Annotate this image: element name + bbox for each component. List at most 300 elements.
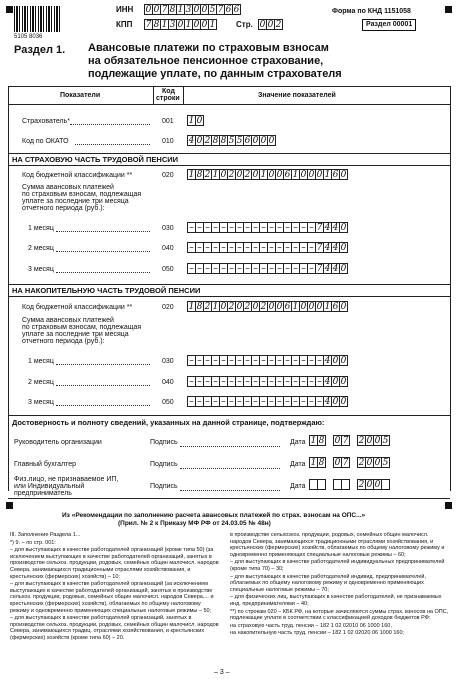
entry-cell: – — [259, 355, 268, 366]
confirm-row-1-month — [333, 435, 349, 446]
entry-cell: – — [275, 355, 284, 366]
entry-cell: – — [211, 242, 220, 253]
entry-cell: 0 — [252, 170, 259, 180]
notes-left — [10, 532, 220, 664]
entry-cell: 1 — [209, 20, 216, 30]
entry-cell: 2 — [275, 20, 282, 30]
entry-cell: 8 — [318, 458, 325, 468]
source-line-2: (Прил. № 2 к Приказу МФ РФ от 24.03.05 № 48н) — [118, 520, 271, 527]
entry-cell: – — [235, 376, 244, 387]
entry-cell: 0 — [268, 170, 275, 180]
entry-cell: – — [235, 396, 244, 407]
funded-desc-2: по страховым взносам, подлежащая — [22, 324, 142, 331]
entry-cell: 1 — [324, 170, 331, 180]
entry-cell: – — [219, 222, 228, 233]
date-label: Дата — [290, 439, 306, 446]
entry-cell: 4 — [332, 223, 339, 233]
entry-cell: – — [283, 263, 292, 274]
entry-cell: 0 — [220, 302, 227, 312]
insurance-month-3-code: 050 — [162, 266, 174, 273]
section-title-2: на обязательное пенсионное страхование, — [88, 55, 324, 67]
entry-cell: – — [195, 376, 204, 387]
insurance-kbk-label: Код бюджетной классификации ** — [22, 172, 133, 179]
entry-cell: – — [259, 222, 268, 233]
entry-cell: 8 — [196, 170, 203, 180]
funded-month-2-label: 2 месяц — [28, 379, 54, 386]
form-code: Форма по КНД 1151058 — [332, 8, 411, 15]
entry-cell: – — [211, 263, 220, 274]
entry-cell: 0 — [300, 302, 307, 312]
entry-cell: 2 — [358, 458, 365, 468]
page-cells — [258, 19, 282, 30]
entry-cell — [317, 479, 326, 490]
entry-cell: – — [283, 242, 292, 253]
entry-cell: – — [251, 376, 260, 387]
corner-mark — [445, 6, 452, 13]
entry-cell: 0 — [316, 170, 323, 180]
entry-cell: – — [307, 396, 316, 407]
entry-cell: 8 — [212, 136, 219, 146]
insurance-month-2-code: 040 — [162, 245, 174, 252]
entry-cell: – — [283, 222, 292, 233]
entry-cell: 0 — [308, 170, 315, 180]
funded-kbk-label: Код бюджетной классификации ** — [22, 304, 133, 311]
entry-cell: – — [195, 222, 204, 233]
entry-cell: 8 — [220, 136, 227, 146]
note-paragraph: **) по строкам 020 – КБК РФ, на которые зачисляются суммы страх. взносов на ОПС, подлежащие уплате в соответствии с классификацией доходов бюджетов РФ: — [230, 608, 449, 622]
funded-desc-3: уплате за последние три месяца — [22, 331, 129, 338]
date-label: Дата — [290, 461, 306, 468]
entry-cell: – — [251, 263, 260, 274]
entry-cell: 5 — [209, 5, 216, 15]
entry-cell: 1 — [310, 458, 317, 468]
entry-cell: 1 — [177, 5, 184, 15]
barcode-number: 5105 8036 — [14, 34, 43, 40]
funded-kbk-code: 020 — [162, 304, 174, 311]
note-paragraph: на страховую часть труд. пенсии – 182 1 02 02010 06 1000 160, — [230, 622, 392, 629]
corner-mark — [6, 6, 13, 13]
entry-cell: – — [315, 355, 324, 366]
entry-cell: 7 — [161, 5, 168, 15]
entry-cell: 0 — [268, 136, 275, 146]
entry-cell: 4 — [324, 356, 331, 366]
entry-cell: 0 — [366, 480, 373, 490]
confirm-row-3-label-2: или Индивидуальный — [14, 483, 85, 490]
entry-cell: 1 — [292, 302, 299, 312]
entry-cell: – — [275, 263, 284, 274]
confirmation-heading: Достоверность и полноту сведений, указанных на данной странице, подтверждаю: — [12, 418, 325, 427]
entry-cell: – — [251, 355, 260, 366]
entry-cell: – — [283, 376, 292, 387]
entry-cell: 4 — [332, 243, 339, 253]
section-title-1: Авансовые платежи по страховым взносам — [88, 42, 329, 54]
entry-cell: – — [251, 242, 260, 253]
entry-cell: – — [291, 355, 300, 366]
funded-part-heading: НА НАКОПИТЕЛЬНУЮ ЧАСТЬ ТРУДОВОЙ ПЕНСИИ — [12, 286, 201, 295]
entry-cell: – — [227, 355, 236, 366]
entry-cell: 8 — [196, 302, 203, 312]
entry-cell: 0 — [334, 436, 341, 446]
note-paragraph: на накопительную часть труд. пенсии – 182 1 02 02020 06 1000 160; — [230, 630, 405, 637]
entry-cell: – — [211, 355, 220, 366]
entry-cell: 0 — [201, 5, 208, 15]
entry-cell: 1 — [310, 436, 317, 446]
entry-cell: 2 — [244, 170, 251, 180]
entry-cell: – — [307, 263, 316, 274]
entry-cell: 8 — [153, 20, 160, 30]
entry-cell: 0 — [374, 436, 381, 446]
insurance-month-3-label: 3 месяц — [28, 266, 54, 273]
entry-cell: 3 — [169, 20, 176, 30]
entry-cell: – — [307, 355, 316, 366]
entry-cell: – — [307, 242, 316, 253]
entry-cell: 0 — [332, 377, 339, 387]
entry-cell: – — [203, 396, 212, 407]
entry-cell: – — [299, 355, 308, 366]
entry-cell: 2 — [244, 302, 251, 312]
entry-cell: – — [275, 376, 284, 387]
entry-cell: 0 — [340, 356, 347, 366]
insurance-month-1-cells — [187, 222, 347, 233]
entry-cell: – — [203, 222, 212, 233]
entry-cell: 0 — [374, 480, 381, 490]
entry-cell: – — [291, 396, 300, 407]
entry-cell: – — [267, 242, 276, 253]
confirm-row-3-label-1: Физ.лицо, не признаваемое ИП, — [14, 476, 119, 483]
funded-month-2-cells — [187, 376, 347, 387]
entry-cell: – — [187, 355, 196, 366]
entry-cell: – — [243, 263, 252, 274]
col-code-2: строки — [156, 95, 180, 102]
insurance-desc-4: отчетного периода (руб.): — [22, 205, 105, 212]
entry-cell: – — [315, 376, 324, 387]
entry-cell: – — [187, 263, 196, 274]
entry-cell: 0 — [340, 377, 347, 387]
entry-cell: – — [219, 242, 228, 253]
funded-month-1-label: 1 месяц — [28, 358, 54, 365]
entry-cell: – — [299, 376, 308, 387]
entry-cell: 0 — [316, 302, 323, 312]
entry-cell: 0 — [276, 170, 283, 180]
entry-cell: – — [195, 396, 204, 407]
entry-cell: 2 — [204, 136, 211, 146]
entry-cell: – — [251, 396, 260, 407]
entry-cell: – — [227, 222, 236, 233]
confirm-row-2-day — [309, 457, 325, 468]
entry-cell: 4 — [324, 243, 331, 253]
entry-cell: 2 — [204, 302, 211, 312]
entry-cell: – — [283, 396, 292, 407]
entry-cell: 0 — [332, 356, 339, 366]
entry-cell: – — [219, 376, 228, 387]
entry-cell: 7 — [316, 264, 323, 274]
insurance-kbk-code: 020 — [162, 172, 174, 179]
kpp-label: КПП — [116, 20, 133, 29]
entry-cell: 0 — [201, 20, 208, 30]
entry-cell: – — [203, 242, 212, 253]
note-paragraph: – для физических лиц, выступающих в качестве работодателей, не признаваемых инд. предпринимателями – 40; — [230, 594, 442, 607]
confirm-row-2-year — [357, 457, 389, 468]
entry-cell: – — [211, 222, 220, 233]
entry-cell: – — [211, 396, 220, 407]
notes-right — [230, 532, 450, 664]
signature-label: Подпись — [150, 461, 178, 468]
col-indicators: Показатели — [60, 92, 101, 99]
entry-cell: 0 — [220, 170, 227, 180]
entry-cell: 0 — [374, 458, 381, 468]
confirm-row-2-label: Главный бухгалтер — [14, 461, 76, 468]
entry-cell: – — [187, 242, 196, 253]
signature-label: Подпись — [150, 439, 178, 446]
entry-cell — [341, 479, 350, 490]
entry-cell: – — [195, 355, 204, 366]
entry-cell: – — [211, 376, 220, 387]
entry-cell: 1 — [292, 170, 299, 180]
entry-cell: – — [299, 263, 308, 274]
entry-cell: 7 — [342, 436, 349, 446]
funded-month-1-code: 030 — [162, 358, 174, 365]
entry-cell: 0 — [276, 302, 283, 312]
entry-cell: 0 — [252, 136, 259, 146]
entry-cell — [381, 479, 390, 490]
confirm-row-3-label-3: предприниматель — [14, 490, 72, 497]
entry-cell: 6 — [244, 136, 251, 146]
entry-cell: 0 — [145, 5, 152, 15]
funded-month-3-cells — [187, 396, 347, 407]
entry-cell: 2 — [228, 170, 235, 180]
entry-cell: 2 — [260, 302, 267, 312]
page-number: – 3 – — [214, 669, 230, 676]
entry-cell: 5 — [382, 458, 389, 468]
entry-cell: – — [259, 376, 268, 387]
entry-cell: 0 — [366, 436, 373, 446]
funded-month-2-code: 040 — [162, 379, 174, 386]
entry-cell: – — [259, 242, 268, 253]
entry-cell: – — [251, 222, 260, 233]
entry-cell: – — [259, 396, 268, 407]
entry-cell: 2 — [204, 170, 211, 180]
entry-cell: 1 — [161, 20, 168, 30]
entry-cell: 8 — [169, 5, 176, 15]
entry-cell: – — [195, 242, 204, 253]
confirm-row-1-label: Руководитель организации — [14, 439, 102, 446]
entry-cell: – — [203, 263, 212, 274]
insurance-desc-2: по страховым взносам, подлежащая — [22, 191, 142, 198]
section-title-3: подлежащие уплате, по данным страхователя — [88, 68, 342, 80]
entry-cell: 1 — [188, 302, 195, 312]
entry-cell: 0 — [267, 20, 274, 30]
entry-cell: 0 — [340, 243, 347, 253]
entry-cell: 4 — [188, 136, 195, 146]
entry-cell: 0 — [193, 5, 200, 15]
entry-cell: 0 — [340, 170, 347, 180]
entry-cell: – — [275, 242, 284, 253]
okato-cells — [187, 135, 275, 146]
entry-cell: 2 — [358, 480, 365, 490]
entry-cell: – — [227, 263, 236, 274]
entry-cell: – — [291, 242, 300, 253]
entry-cell: – — [243, 222, 252, 233]
confirm-row-3-day — [309, 479, 325, 490]
corner-mark — [445, 502, 452, 509]
entry-cell: 0 — [177, 20, 184, 30]
entry-cell: – — [291, 222, 300, 233]
entry-cell: – — [219, 263, 228, 274]
note-paragraph: – для выступающих в качестве работодателей организаций, занятых в производстве сельхоз. продукции, родовых, семейных общин малочисл. народов Севера, занимающихся традиц. отраслями хозяйствования, и крестьянских (фермерских) хозяйств (кроме типа 60) – 20. — [10, 615, 219, 641]
entry-cell: 1 — [188, 170, 195, 180]
entry-cell: 2 — [358, 436, 365, 446]
entry-cell: – — [243, 396, 252, 407]
entry-cell: 0 — [366, 458, 373, 468]
corner-mark — [6, 502, 13, 509]
insurance-kbk-cells — [187, 169, 347, 180]
entry-cell: – — [195, 263, 204, 274]
confirm-row-3-year — [357, 479, 389, 490]
entry-cell: – — [267, 396, 276, 407]
entry-cell: 0 — [153, 5, 160, 15]
entry-cell: 6 — [225, 5, 232, 15]
entry-cell: 7 — [342, 458, 349, 468]
entry-cell: 0 — [308, 302, 315, 312]
entry-cell: – — [267, 376, 276, 387]
confirm-row-1-year — [357, 435, 389, 446]
entry-cell: 0 — [193, 20, 200, 30]
entry-cell: – — [283, 355, 292, 366]
note-paragraph: в производстве сельхозхоз. продукции, родовых, семейных общин малочисл. народов Севера, занимающихся традиционными отраслями хозяйствования, и крестьянских (фермерских) хозяйств, облагаемых по общему налоговому режиму и одновременно применяющих специальные налоговые режимы – 60; — [230, 532, 445, 558]
entry-cell: 0 — [340, 302, 347, 312]
entry-cell: – — [315, 396, 324, 407]
entry-cell: – — [235, 222, 244, 233]
funded-month-1-cells — [187, 355, 347, 366]
entry-cell: – — [259, 263, 268, 274]
insurance-part-heading: НА СТРАХОВУЮ ЧАСТЬ ТРУДОВОЙ ПЕНСИИ — [12, 155, 179, 164]
note-paragraph: – для выступающих в качестве работодателей индивидуальных предпринимателей (кроме типа 70) – 30; — [230, 559, 445, 572]
insurer-code: 001 — [162, 118, 174, 125]
inn-cells — [144, 4, 240, 15]
entry-cell: – — [307, 222, 316, 233]
entry-cell: 1 — [212, 170, 219, 180]
entry-cell: 1 — [324, 302, 331, 312]
entry-cell: – — [275, 222, 284, 233]
entry-cell: – — [219, 355, 228, 366]
entry-cell: – — [187, 396, 196, 407]
entry-cell: – — [267, 355, 276, 366]
entry-cell: – — [299, 222, 308, 233]
insurance-month-1-code: 030 — [162, 225, 174, 232]
entry-cell: 1 — [260, 170, 267, 180]
insurance-desc-3: уплате за последние три месяца — [22, 198, 129, 205]
entry-cell: 5 — [236, 136, 243, 146]
insurance-month-2-label: 2 месяц — [28, 245, 54, 252]
section-number: Раздел 1. — [14, 44, 66, 56]
section-code: Раздел 00001 — [362, 19, 416, 31]
entry-cell: – — [203, 355, 212, 366]
entry-cell: 0 — [252, 302, 259, 312]
entry-cell: 6 — [284, 302, 291, 312]
entry-cell: 5 — [228, 136, 235, 146]
entry-cell: 7 — [145, 20, 152, 30]
col-values: Значение показателей — [258, 92, 336, 99]
entry-cell: – — [235, 355, 244, 366]
entry-cell: 0 — [340, 264, 347, 274]
insurance-month-1-label: 1 месяц — [28, 225, 54, 232]
entry-cell: 0 — [334, 458, 341, 468]
entry-cell: – — [299, 242, 308, 253]
entry-cell: 5 — [382, 436, 389, 446]
entry-cell: 2 — [228, 302, 235, 312]
entry-cell: – — [307, 376, 316, 387]
entry-cell: – — [243, 242, 252, 253]
entry-cell: – — [291, 376, 300, 387]
kpp-cells — [144, 19, 216, 30]
entry-cell: – — [219, 396, 228, 407]
entry-cell: 0 — [236, 170, 243, 180]
insurer-label: Страхователь* — [22, 118, 70, 125]
note-paragraph: III. Заполнение Раздела 1... — [10, 532, 81, 538]
entry-cell: – — [227, 242, 236, 253]
entry-cell: – — [187, 376, 196, 387]
entry-cell: 1 — [212, 302, 219, 312]
inn-label: ИНН — [116, 5, 134, 14]
confirm-row-3-month — [333, 479, 349, 490]
entry-cell: 0 — [340, 397, 347, 407]
source-line-1: Из «Рекомендации по заполнению расчета авансовых платежей по страх. взносам на ОПС...» — [62, 512, 366, 519]
note-paragraph: – для выступающих в качестве работодателей организаций (кроме типа 50) (за исключением выступающих в качестве работодателей организаций, занятых в производстве сельхоз. продукции, родовых, семейных общин малочисл. народов Севера, занимающихся традиционными отраслями хозяйствования, и крестьянских (фермерских) хозяйств) – 10; — [10, 547, 219, 580]
entry-cell: 6 — [284, 170, 291, 180]
entry-cell: 4 — [324, 264, 331, 274]
entry-cell: 4 — [324, 223, 331, 233]
funded-kbk-cells — [187, 301, 347, 312]
note-paragraph: *) 9. – по стр. 001: — [10, 539, 56, 546]
entry-cell: 0 — [260, 136, 267, 146]
insurer-cells — [187, 115, 203, 126]
entry-cell: 0 — [196, 136, 203, 146]
funded-desc-1: Сумма авансовых платежей — [22, 317, 114, 324]
entry-cell: 6 — [233, 5, 240, 15]
entry-cell: 4 — [324, 377, 331, 387]
col-code-1: Код — [162, 88, 175, 95]
entry-cell: – — [275, 396, 284, 407]
entry-cell: 4 — [332, 264, 339, 274]
entry-cell: – — [227, 376, 236, 387]
confirm-row-2-month — [333, 457, 349, 468]
entry-cell: 0 — [259, 20, 266, 30]
entry-cell: – — [187, 222, 196, 233]
entry-cell: 1 — [185, 20, 192, 30]
note-paragraph: – для выступающих в качестве работодателей организаций (за исключением выступающих в качестве работодателей организаций, занятых в производстве сельхоз. продукции, родовых, семейных общин малочисл. народов Севера,... и крестьянских (фермерских) хозяйств), облагаемых по общему налоговому режиму и одновременно применяющих специальные налоговые режимы – 50; — [10, 581, 214, 614]
note-paragraph: – для выступающих в качестве работодателей индивид. предпринимателей, облагаемых по общему налоговому режиму и одновременно применяющих специальные налоговые режимы – 70; — [230, 573, 426, 593]
entry-cell: 0 — [236, 302, 243, 312]
entry-cell: 7 — [217, 5, 224, 15]
okato-label: Код по ОКАТО — [22, 138, 69, 145]
entry-cell: – — [267, 263, 276, 274]
entry-cell: – — [291, 263, 300, 274]
signature-label: Подпись — [150, 483, 178, 490]
entry-cell: 0 — [196, 116, 203, 126]
date-label: Дата — [290, 483, 306, 490]
entry-cell: – — [227, 396, 236, 407]
entry-cell: – — [235, 263, 244, 274]
entry-cell: 0 — [332, 397, 339, 407]
entry-cell: 1 — [188, 116, 195, 126]
entry-cell: 6 — [332, 170, 339, 180]
entry-cell: – — [267, 222, 276, 233]
insurance-month-2-cells — [187, 242, 347, 253]
entry-cell: – — [299, 396, 308, 407]
insurance-month-3-cells — [187, 263, 347, 274]
entry-cell: – — [235, 242, 244, 253]
funded-month-3-code: 050 — [162, 399, 174, 406]
